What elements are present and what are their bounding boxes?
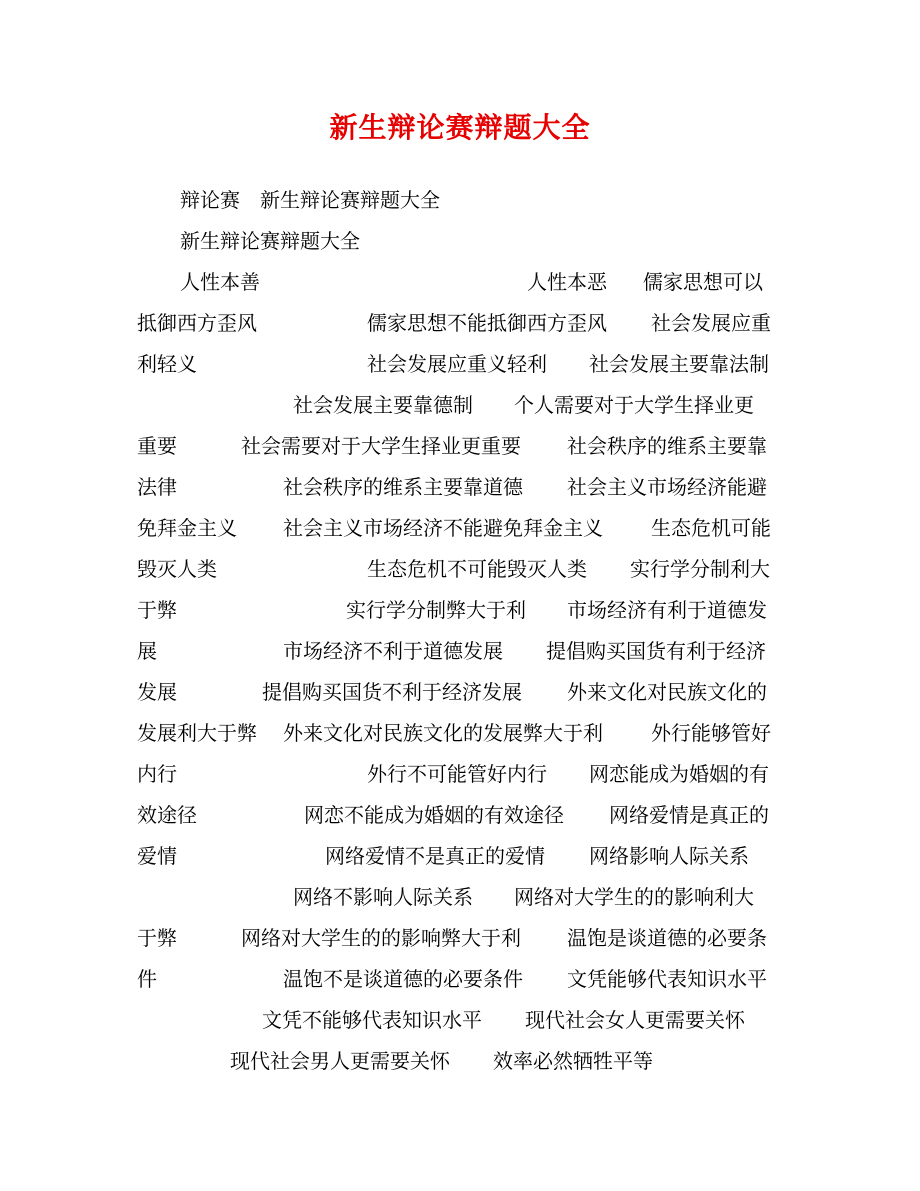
debate-topic-text: 生态危机可能 xyxy=(651,516,771,540)
text-line xyxy=(0,631,920,671)
debate-topic-text: 发展 xyxy=(137,680,177,704)
debate-topic-text: 温饱是谈道德的必要条 xyxy=(567,926,767,950)
debate-topic-text: 毁灭人类 xyxy=(137,557,217,581)
debate-topic-text: 实行学分制弊大于利 xyxy=(346,598,526,622)
debate-topic-text: 社会需要对于大学生择业更重要 xyxy=(241,434,521,458)
debate-topic-text: 人性本善 xyxy=(180,270,260,294)
text-line xyxy=(0,590,920,630)
text-line xyxy=(0,672,920,712)
debate-topic-text: 社会发展主要靠法制 xyxy=(589,352,769,376)
debate-topic-text: 重要 xyxy=(137,434,177,458)
debate-topic-text: 外来文化对民族文化的 xyxy=(567,680,767,704)
debate-topic-text: 提倡购买国货有利于经济 xyxy=(546,639,766,663)
debate-topic-text: 网络影响人际关系 xyxy=(589,844,749,868)
debate-topic-text: 于弊 xyxy=(137,598,177,622)
document-title: 新生辩论赛辩题大全 xyxy=(329,111,591,144)
debate-topic-text: 人性本恶 xyxy=(527,270,607,294)
debate-topic-text: 社会发展应重义轻利 xyxy=(367,352,547,376)
debate-topic-text: 现代社会男人更需要关怀 xyxy=(230,1049,450,1073)
debate-topic-text: 外行不可能管好内行 xyxy=(367,762,547,786)
debate-topic-text: 个人需要对于大学生择业更 xyxy=(514,393,754,417)
debate-topic-text: 市场经济有利于道德发 xyxy=(567,598,767,622)
debate-topic-text: 爱情 xyxy=(137,844,177,868)
debate-topic-text: 网络爱情不是真正的爱情 xyxy=(325,844,545,868)
text-line xyxy=(0,344,920,384)
debate-topic-text: 社会主义市场经济不能避免拜金主义 xyxy=(283,516,603,540)
debate-topic-text: 展 xyxy=(137,639,157,663)
text-line xyxy=(0,426,920,466)
debate-topic-text: 效途径 xyxy=(137,803,197,827)
text-line xyxy=(0,1000,920,1040)
debate-topic-text: 网络爱情是真正的 xyxy=(609,803,769,827)
debate-topic-text: 文凭不能够代表知识水平 xyxy=(262,1008,482,1032)
text-line xyxy=(0,713,920,753)
debate-topic-text: 法律 xyxy=(137,475,177,499)
debate-topic-text: 抵御西方歪风 xyxy=(137,311,257,335)
text-line xyxy=(0,754,920,794)
debate-topic-text: 网络不影响人际关系 xyxy=(293,885,473,909)
debate-topic-text: 辩论赛 新生辩论赛辩题大全 xyxy=(180,188,440,212)
text-line xyxy=(0,918,920,958)
debate-topic-text: 内行 xyxy=(137,762,177,786)
text-line xyxy=(0,1041,920,1081)
text-line xyxy=(0,221,920,261)
debate-topic-text: 提倡购买国货不利于经济发展 xyxy=(262,680,522,704)
debate-topic-text: 新生辩论赛辩题大全 xyxy=(180,229,360,253)
debate-topic-text: 外行能够管好 xyxy=(651,721,771,745)
debate-topic-text: 外来文化对民族文化的发展弊大于利 xyxy=(283,721,603,745)
debate-topic-text: 件 xyxy=(137,967,157,991)
debate-topic-text: 市场经济不利于道德发展 xyxy=(283,639,503,663)
debate-topic-text: 文凭能够代表知识水平 xyxy=(567,967,767,991)
text-line xyxy=(0,262,920,302)
debate-topic-text: 利轻义 xyxy=(137,352,197,376)
debate-topic-text: 网络对大学生的的影响利大 xyxy=(514,885,754,909)
debate-topic-text: 于弊 xyxy=(137,926,177,950)
text-line xyxy=(0,467,920,507)
debate-topic-text: 社会秩序的维系主要靠 xyxy=(567,434,767,458)
debate-topic-text: 网恋能成为婚姻的有 xyxy=(589,762,769,786)
debate-topic-text: 现代社会女人更需要关怀 xyxy=(525,1008,745,1032)
debate-topic-text: 儒家思想不能抵御西方歪风 xyxy=(367,311,607,335)
debate-topic-text: 社会发展应重 xyxy=(651,311,771,335)
text-line xyxy=(0,508,920,548)
debate-topic-text: 温饱不是谈道德的必要条件 xyxy=(283,967,523,991)
debate-topic-text: 网络对大学生的的影响弊大于利 xyxy=(241,926,521,950)
text-line xyxy=(0,795,920,835)
debate-topic-text: 生态危机不可能毁灭人类 xyxy=(367,557,587,581)
debate-topic-text: 社会秩序的维系主要靠道德 xyxy=(283,475,523,499)
text-line xyxy=(0,303,920,343)
debate-topic-text: 社会发展主要靠德制 xyxy=(293,393,473,417)
debate-topic-text: 网恋不能成为婚姻的有效途径 xyxy=(304,803,564,827)
text-line xyxy=(0,180,920,220)
text-line xyxy=(0,959,920,999)
text-line xyxy=(0,549,920,589)
debate-topic-text: 儒家思想可以 xyxy=(643,270,763,294)
text-line xyxy=(0,836,920,876)
debate-topic-text: 社会主义市场经济能避 xyxy=(567,475,767,499)
text-line xyxy=(0,877,920,917)
debate-topic-text: 实行学分制利大 xyxy=(630,557,770,581)
debate-topic-text: 效率必然牺牲平等 xyxy=(493,1049,653,1073)
debate-topic-text: 发展利大于弊 xyxy=(137,721,257,745)
text-line xyxy=(0,385,920,425)
debate-topic-text: 免拜金主义 xyxy=(137,516,237,540)
